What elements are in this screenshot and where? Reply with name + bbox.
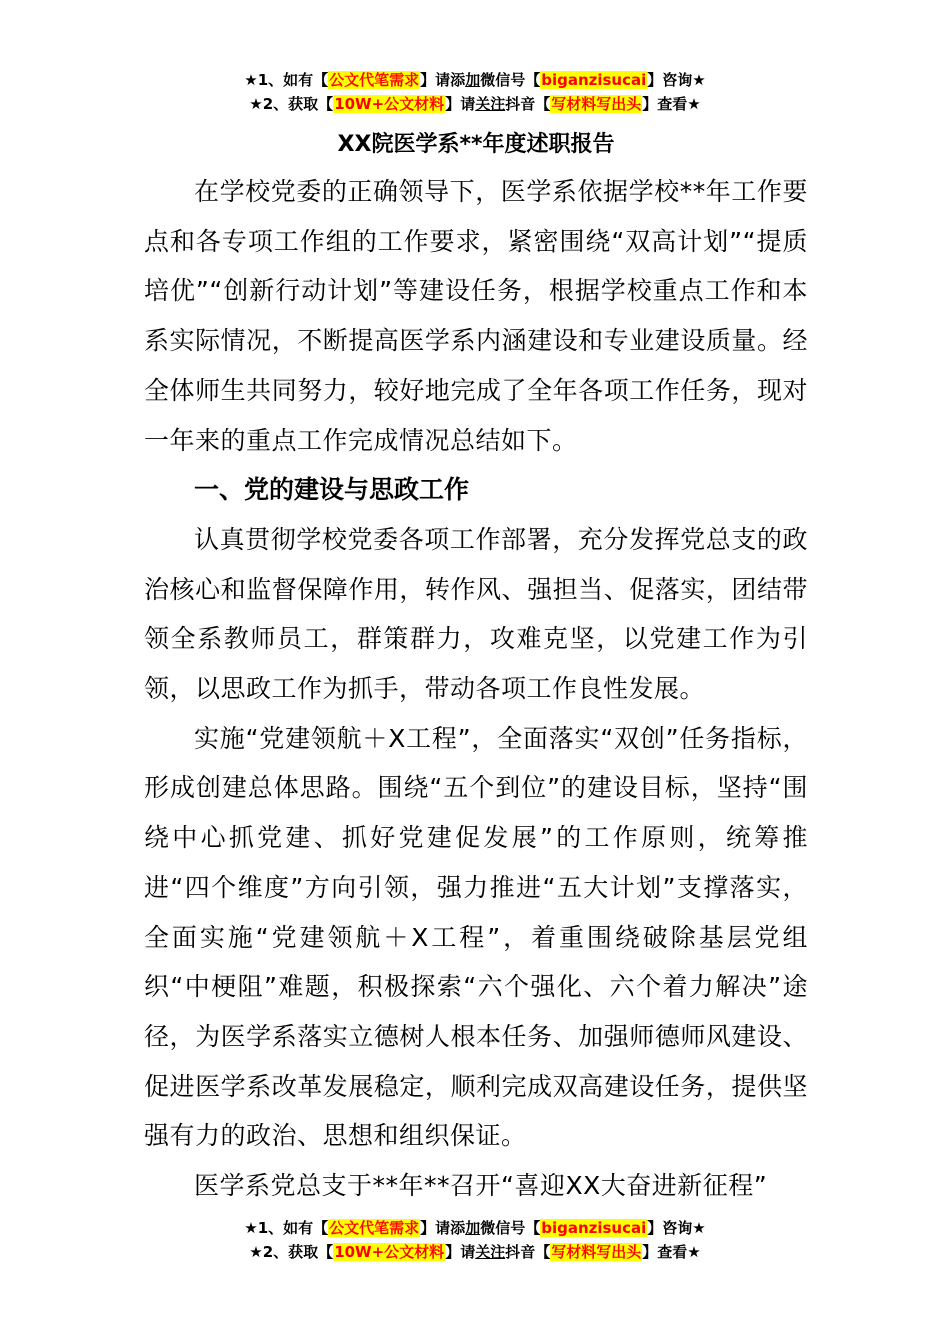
paragraph: 实施“党建领航＋X工程”，全面落实“双创”任务指标，形成创建总体思路。围绕“五个到位”的建设目标，坚持“围绕中心抓党建、抓好党建促发展”的工作原则，统筹推进“四个维度”方向引领，强力推进“五大计划”支撑落实，全面实施“党建领航＋X工程”，着重围绕破除基层党组织“中梗阻”难题，积极探索“六个强化、六个着力解决”途径，为医学系落实立德树人根本任务、加强师德师风建设、促进医学系改革发展稳定，顺利完成双高建设任务，提供坚强有力的政治、思想和组织保证。 xyxy=(144,723,808,1151)
promo-text: 微信号【 xyxy=(480,71,541,89)
paragraph: 认真贯彻学校党委各项工作部署，充分发挥党总支的政治核心和监督保障作用，转作风、强担当、促落实，团结带领全系教师员工，群策群力，攻难克坚，以党建工作为引领，以思政工作为抓手，带动各项工作良性发展。 xyxy=(144,524,808,704)
promo-highlight: 10W+公文材料 xyxy=(334,1243,445,1261)
promo-line-1 xyxy=(0,1216,950,1240)
promo-text: ★1、如有【 xyxy=(244,1219,329,1237)
promo-text: ★1、如有【 xyxy=(244,71,329,89)
promo-text: 】请添 xyxy=(420,71,466,89)
document-title: XX院医学系**年度述职报告 xyxy=(337,132,615,157)
promo-text: 】咨询★ xyxy=(647,1219,706,1237)
promo-text: 】查看★ xyxy=(642,95,701,113)
promo-text: 抖音【 xyxy=(505,95,551,113)
intro-paragraph: 在学校党委的正确领导下，医学系依据学校**年工作要点和各专项工作组的工作要求，紧密围绕“双高计划”“提质培优”“创新行动计划”等建设任务，根据学校重点工作和本系实际情况，不断提高医学系内涵建设和专业建设质量。经全体师生共同努力，较好地完成了全年各项工作任务，现对一年来的重点工作完成情况总结如下。 xyxy=(144,177,808,455)
promo-highlight: 写材料写出头 xyxy=(551,1243,642,1261)
promo-text: 抖音【 xyxy=(505,1243,551,1261)
section-heading: 一、党的建设与思政工作 xyxy=(194,475,470,505)
promo-highlight: biganzisucai xyxy=(541,1219,647,1237)
document-body xyxy=(144,128,808,1211)
promo-banner-top xyxy=(0,68,950,116)
promo-text: ★2、获取【 xyxy=(249,95,334,113)
promo-highlight: 公文代笔需求 xyxy=(329,71,420,89)
promo-text: 】请 xyxy=(445,95,476,113)
promo-highlight: 10W+公文材料 xyxy=(334,95,445,113)
promo-text: 】请添 xyxy=(420,1219,466,1237)
promo-highlight: biganzisucai xyxy=(541,71,647,89)
promo-underline: 关注 xyxy=(475,95,506,113)
promo-line-2 xyxy=(0,1240,950,1264)
promo-underline: 关注 xyxy=(475,1243,506,1261)
promo-text: ★2、获取【 xyxy=(249,1243,334,1261)
promo-highlight: 写材料写出头 xyxy=(551,95,642,113)
promo-text: 】请 xyxy=(445,1243,476,1261)
paragraph: 医学系党总支于**年**召开“喜迎XX大奋进新征程” xyxy=(194,1171,768,1201)
promo-text: 】查看★ xyxy=(642,1243,701,1261)
promo-line-2 xyxy=(0,92,950,116)
promo-highlight: 公文代笔需求 xyxy=(329,1219,420,1237)
promo-text: 微信号【 xyxy=(480,1219,541,1237)
promo-underline: 加 xyxy=(465,1219,481,1237)
promo-banner-bottom xyxy=(0,1216,950,1264)
promo-line-1 xyxy=(0,68,950,92)
promo-text: 】咨询★ xyxy=(647,71,706,89)
promo-underline: 加 xyxy=(465,71,481,89)
